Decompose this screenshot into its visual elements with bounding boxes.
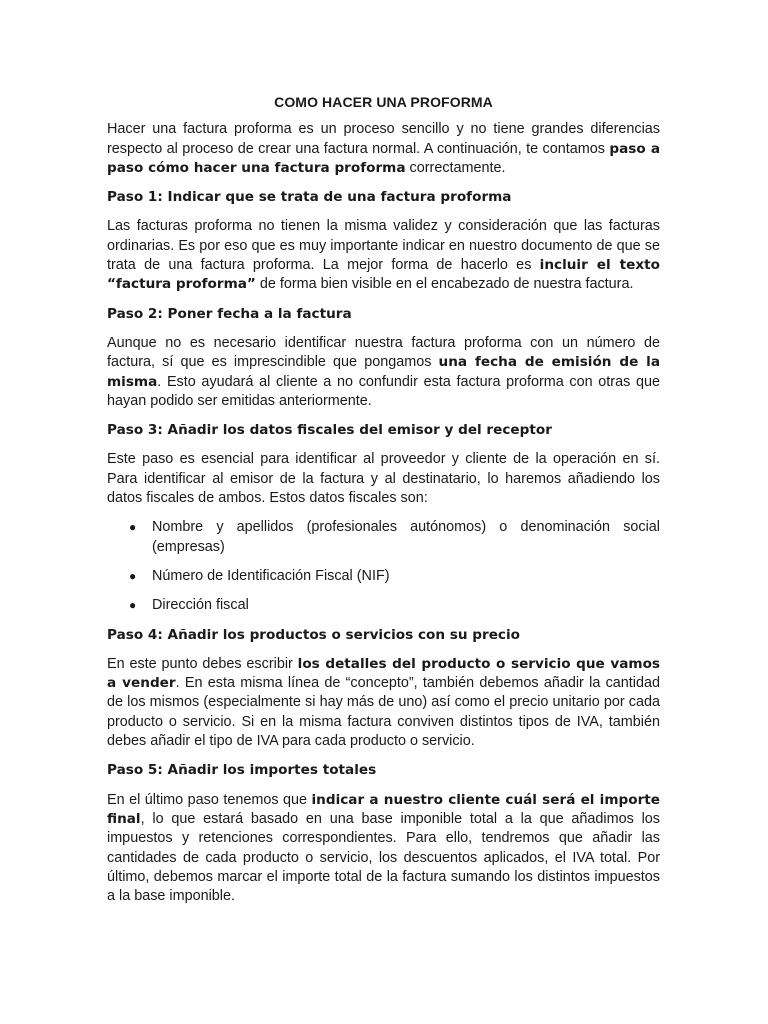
- paso5-heading: Paso 5: Añadir los importes totales: [107, 762, 377, 779]
- bullet-icon: ●: [129, 568, 137, 583]
- paso2-paragraph: Aunque no es necesario identificar nuestra factura proforma con un número de factura, sí que es imprescindible que pongamos una fecha de emisión de la misma. Esto ayudará al cliente a no confundir esta factura proforma con otras que hayan podido ser emitidas anteriormente.: [107, 334, 661, 409]
- document-title: COMO HACER UNA PROFORMA: [274, 94, 493, 110]
- intro-paragraph: Hacer una factura proforma es un proceso sencillo y no tiene grandes diferencias respecto al proceso de crear una factura normal. A continuación, te contamos paso a paso cómo hacer una factura proforma correctamente.: [107, 121, 660, 176]
- list-item: ● Número de Identificación Fiscal (NIF): [107, 567, 660, 586]
- list-item: ● Nombre y apellidos (profesionales autónomos) o denominación social (empresas): [129, 519, 660, 555]
- paso3-paragraph: Este paso es esencial para identificar al proveedor y cliente de la operación en sí. Para identificar al emisor de la factura y al destinatario, lo haremos añadiendo los datos fiscales de ambos. Estos datos fiscales son:: [107, 451, 660, 507]
- paso1-paragraph: Las facturas proforma no tienen la misma validez y consideración que las facturas ordinarias. Es por eso que es muy importante indicar en nuestro documento de que se trata de una factura proforma. La mejor forma de hacerlo es incluir el texto “factura proforma” de forma bien visible en el encabezado de nuestra factura.: [107, 218, 661, 293]
- paso4-paragraph: En este punto debes escribir los detalles del producto o servicio que vamos a vender. En esta misma línea de “concepto”, también debemos añadir la cantidad de los mismos (especialmente si hay más de uno) así como el precio unitario por cada producto o servicio. Si en la misma factura conviven distintos tipos de IVA, también debes añadir el tipo de IVA para cada producto o servicio.: [107, 655, 661, 750]
- bullet-icon: ●: [129, 520, 137, 535]
- paso5-paragraph: En el último paso tenemos que indicar a nuestro cliente cuál será el importe final, lo que estará basado en una base imponible total a la que añadimos los impuestos y retenciones correspondientes. Para ello, tendremos que añadir las cantidades de cada producto o servicio, los descuentos aplicados, el IVA total. Por último, debemos marcar el importe total de la factura sumando los distintos impuestos a la base imponible.: [107, 791, 660, 905]
- datos-fiscales-list: [107, 518, 660, 615]
- paso3-heading: Paso 3: Añadir los datos fiscales del emisor y del receptor: [107, 422, 552, 439]
- document-body: [107, 93, 660, 916]
- bullet-icon: ●: [129, 598, 137, 613]
- list-item: ● Dirección fiscal: [107, 596, 660, 615]
- paso4-heading: Paso 4: Añadir los productos o servicios con su precio: [107, 626, 520, 643]
- paso1-heading: Paso 1: Indicar que se trata de una factura proforma: [107, 189, 512, 206]
- paso2-heading: Paso 2: Poner fecha a la factura: [107, 305, 352, 322]
